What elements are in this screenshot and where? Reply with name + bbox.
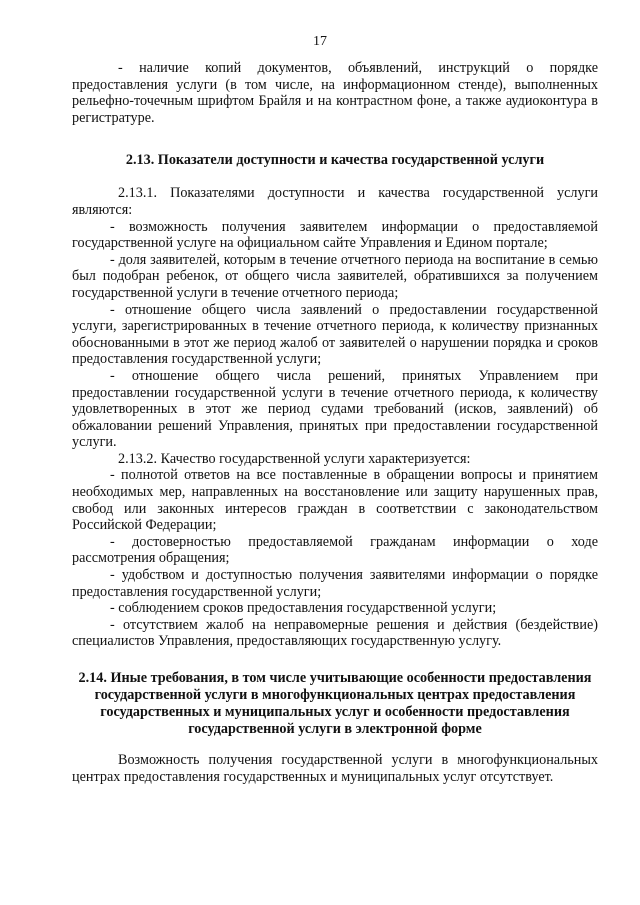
page-content xyxy=(72,60,598,785)
quality-item: - соблюдением сроков предоставления государственной услуги; xyxy=(110,600,497,617)
quality-item: - достоверностью предоставляемой гражданам информации о ходе рассмотрения обращения; xyxy=(72,533,598,567)
section-2-13-1-paragraph: 2.13.1. Показателями доступности и качества государственной услуги являются: xyxy=(72,185,598,218)
quality-item: - удобством и доступностью получения заявителями информации о порядке предоставления государственной услуги; xyxy=(72,567,598,600)
indicator-item: - отношение общего числа решений, принятых Управлением при предоставлении государственной услуги в течение отчетного периода, к количеству удовлетворенных в этот же период судами требований (исков, заявлений) об обжаловании решений Управления, принятых при предоставлении государственной услуги. xyxy=(72,367,598,451)
page-number: 17 xyxy=(313,34,327,49)
indicator-item: - доля заявителей, которым в течение отчетного периода на воспитание в семью был подобран ребенок, от общего числа заявителей, обратившихся за получением государственной услуги в течение отчетного периода; xyxy=(72,251,598,301)
quality-item: - полнотой ответов на все поставленные в обращении вопросы и принятием необходимых мер, направленных на восстановление или защиту нарушенных прав, свобод или законных интересов граждан в соответствии с законодательством Российской Федерации; xyxy=(72,467,598,534)
indicator-item: - отношение общего числа заявлений о предоставлении государственной услуги, зарегистрированных в течение отчетного периода, к количеству признанных обоснованными в этот же период жалоб от заявителей о нарушении порядка и сроков предоставления государственной услуги; xyxy=(72,301,598,368)
section-2-13-2-paragraph: 2.13.2. Качество государственной услуги характеризуется: xyxy=(118,450,471,467)
section-2-14-heading: 2.14. Иные требования, в том числе учитывающие особенности предоставления государственной услуги в многофункциональных центрах предоставления государственных и муниципальных услуг и особенности предоставления государственной услуги в электронной форме xyxy=(78,670,592,737)
intro-paragraph: - наличие копий документов, объявлений, инструкций о порядке предоставления услуги (в том числе, на информационном стенде), выполненных рельефно-точечным шрифтом Брайля и на контрастном фоне, а также аудиоконтура в регистратуре. xyxy=(72,60,598,126)
indicator-item: - возможность получения заявителем информации о предоставляемой государственной услуге на официальном сайте Управления и Едином портале; xyxy=(72,218,598,252)
section-2-14-paragraph: Возможность получения государственной услуги в многофункциональных центрах предоставления государственных и муниципальных услуг отсутствует. xyxy=(72,752,598,785)
quality-item: - отсутствием жалоб на неправомерные решения и действия (бездействие) специалистов Управления, предоставляющих государственную услугу. xyxy=(72,616,598,650)
section-2-13-heading: 2.13. Показатели доступности и качества государственной услуги xyxy=(125,152,545,169)
